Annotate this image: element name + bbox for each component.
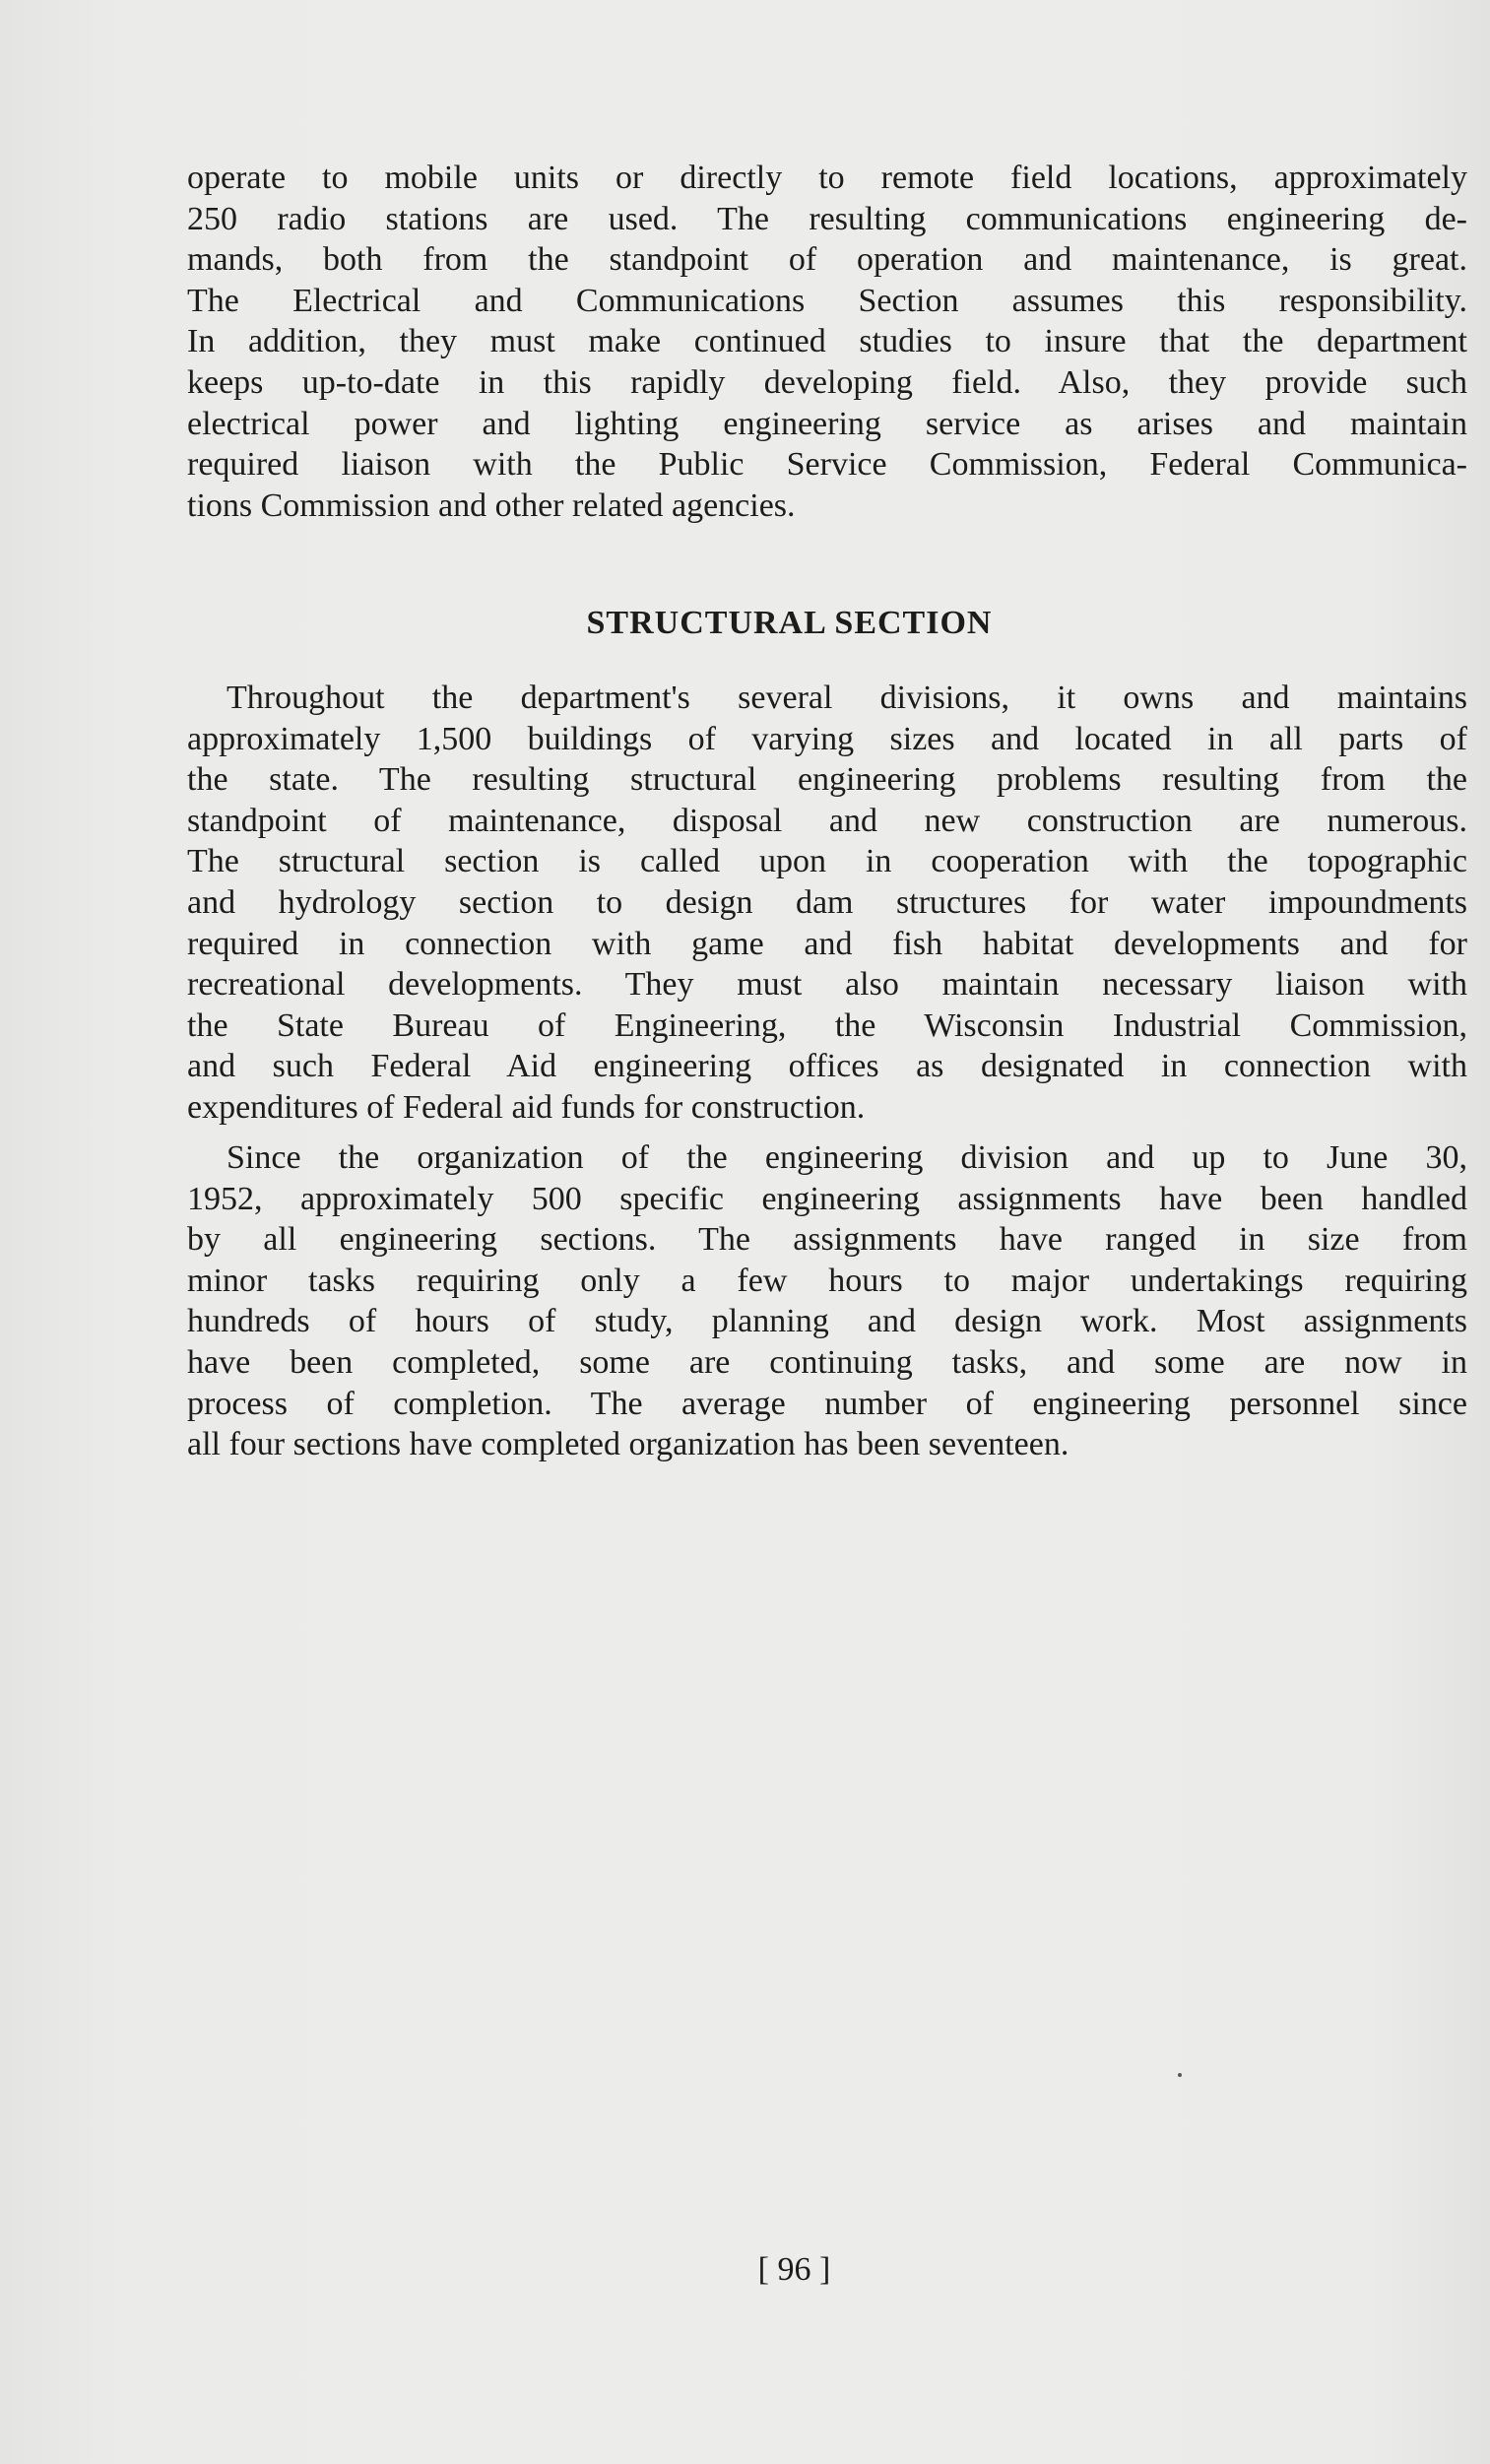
paragraph-line: by all engineering sections. The assignments have ranged in size from <box>187 1221 1467 1259</box>
ink-speck <box>1178 2073 1182 2077</box>
paragraph-line: mands, both from the standpoint of operation and maintenance, is great. <box>187 241 1467 279</box>
paragraph-line: process of completion. The average number of engineering personnel since <box>187 1385 1467 1422</box>
paragraph-line: minor tasks requiring only a few hours to major undertakings requiring <box>187 1262 1467 1299</box>
paragraph-line: tions Commission and other related agencies. <box>187 486 796 524</box>
paragraph-line: and hydrology section to design dam structures for water impoundments <box>187 883 1467 921</box>
paragraph-electrical-communications <box>187 158 1467 526</box>
paragraph-line: approximately 1,500 buildings of varying sizes and located in all parts of <box>187 720 1467 757</box>
page-number: [ 96 ] <box>757 2251 831 2288</box>
paragraph-line: Throughout the department's several divisions, it owns and maintains <box>227 680 1467 716</box>
paragraph-line: required liaison with the Public Service Commission, Federal Communica- <box>187 446 1467 484</box>
paragraph-line: The Electrical and Communications Section assumes this responsibility. <box>187 282 1467 319</box>
paragraph-line: Since the organization of the engineering division and up to June 30, <box>227 1139 1467 1176</box>
paragraph-line: and such Federal Aid engineering offices as designated in connection with <box>187 1048 1467 1085</box>
paragraph-line: operate to mobile units or directly to remote field locations, approximately <box>187 160 1467 196</box>
paragraph-structural-section <box>187 678 1467 1129</box>
paragraph-line: the State Bureau of Engineering, the Wisconsin Industrial Commission, <box>187 1006 1467 1044</box>
paragraph-line: expenditures of Federal aid funds for construction. <box>187 1088 866 1126</box>
section-heading: STRUCTURAL SECTION <box>586 605 993 641</box>
paragraph-line: electrical power and lighting engineering service as arises and maintain <box>187 405 1467 442</box>
paragraph-line: hundreds of hours of study, planning and design work. Most assignments <box>187 1303 1467 1340</box>
paragraph-line: 1952, approximately 500 specific engineering assignments have been handled <box>187 1180 1467 1217</box>
paragraph-line: 250 radio stations are used. The resulting communications engineering de- <box>187 200 1467 237</box>
paragraph-line: required in connection with game and fish habitat developments and for <box>187 925 1467 962</box>
paragraph-line: have been completed, some are continuing tasks, and some are now in <box>187 1343 1467 1381</box>
paragraph-line: recreational developments. They must also maintain necessary liaison with <box>187 966 1467 1004</box>
paragraph-line: all four sections have completed organization has been seventeen. <box>187 1426 1069 1463</box>
paragraph-line: standpoint of maintenance, disposal and new construction are numerous. <box>187 802 1467 839</box>
paragraph-line: The structural section is called upon in cooperation with the topographic <box>187 843 1467 880</box>
paragraph-line: the state. The resulting structural engineering problems resulting from the <box>187 761 1467 799</box>
paragraph-engineering-assignments <box>187 1137 1467 1465</box>
paragraph-line: In addition, they must make continued studies to insure that the department <box>187 323 1467 360</box>
paragraph-line: keeps up-to-date in this rapidly developing field. Also, they provide such <box>187 363 1467 401</box>
